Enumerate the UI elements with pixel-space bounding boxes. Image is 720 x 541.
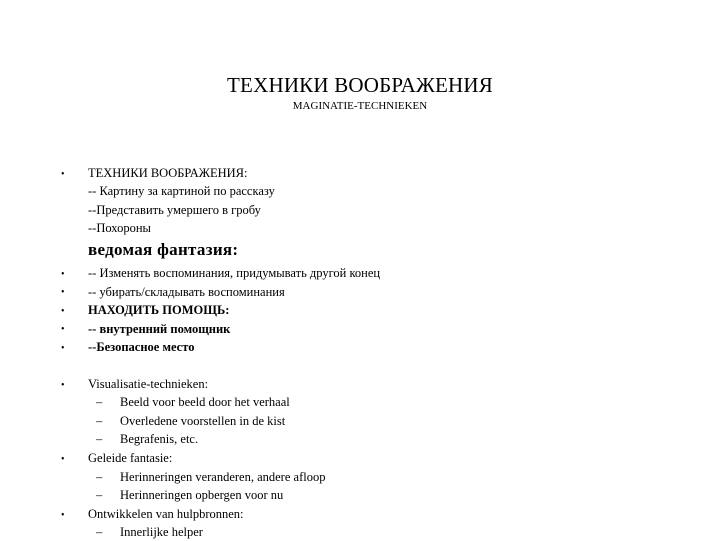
nl-guided-item-2 [96, 486, 283, 504]
bullet-icon: • [61, 510, 65, 521]
bullet-icon: • [61, 380, 65, 391]
nl-visual-item-3 [96, 430, 198, 448]
nl-guided-heading: Geleide fantasie: [88, 451, 173, 465]
nl-help-item-1-text: Innerlijke helper [120, 525, 203, 539]
dash-icon: – [96, 414, 103, 428]
bullet-icon: • [61, 287, 65, 298]
guided-item-4: -- внутренний помощник [88, 322, 231, 336]
bullet-icon: • [61, 269, 65, 280]
bullet-icon: • [61, 169, 65, 180]
ru-item-1: -- Картину за картиной по рассказу [88, 184, 275, 198]
nl-visual-heading: Visualisatie-technieken: [88, 377, 209, 391]
bullet-icon: • [61, 343, 65, 354]
guided-item-3: НАХОДИТЬ ПОМОЩЬ: [88, 303, 230, 317]
ru-heading: ТЕХНИКИ ВООБРАЖЕНИЯ: [88, 166, 248, 180]
nl-guided-item-1 [96, 468, 325, 486]
ru-item-3: --Похороны [88, 221, 151, 235]
nl-help-heading: Ontwikkelen van hulpbronnen: [88, 507, 244, 521]
guided-item-2: -- убирать/складывать воспоминания [88, 285, 285, 299]
dash-icon: – [96, 432, 103, 446]
dash-icon: – [96, 470, 103, 484]
guided-heading: ведомая фантазия: [88, 240, 239, 259]
nl-help-item-1 [96, 523, 203, 541]
dash-icon: – [96, 525, 103, 539]
bullet-icon: • [61, 306, 65, 317]
ru-item-2: --Представить умершего в гробу [88, 203, 261, 217]
nl-guided-item-2-text: Herinneringen opbergen voor nu [120, 488, 284, 502]
nl-visual-item-2 [96, 412, 285, 430]
guided-item-5: --Безопасное место [88, 340, 195, 354]
guided-item-1: -- Изменять воспоминания, придумывать другой конец [88, 266, 381, 280]
bullet-icon: • [61, 324, 65, 335]
nl-guided-item-1-text: Herinneringen veranderen, andere afloop [120, 470, 326, 484]
nl-visual-item-1-text: Beeld voor beeld door het verhaal [120, 395, 290, 409]
nl-visual-item-1 [96, 393, 290, 411]
slide-title: ТЕХНИКИ ВООБРАЖЕНИЯ [227, 73, 493, 97]
nl-visual-item-2-text: Overledene voorstellen in de kist [120, 414, 286, 428]
dash-icon: – [96, 395, 103, 409]
nl-visual-item-3-text: Begrafenis, etc. [120, 432, 199, 446]
dash-icon: – [96, 488, 103, 502]
slide-subtitle: MAGINATIE-TECHNIEKEN [292, 100, 428, 112]
bullet-icon: • [61, 454, 65, 465]
